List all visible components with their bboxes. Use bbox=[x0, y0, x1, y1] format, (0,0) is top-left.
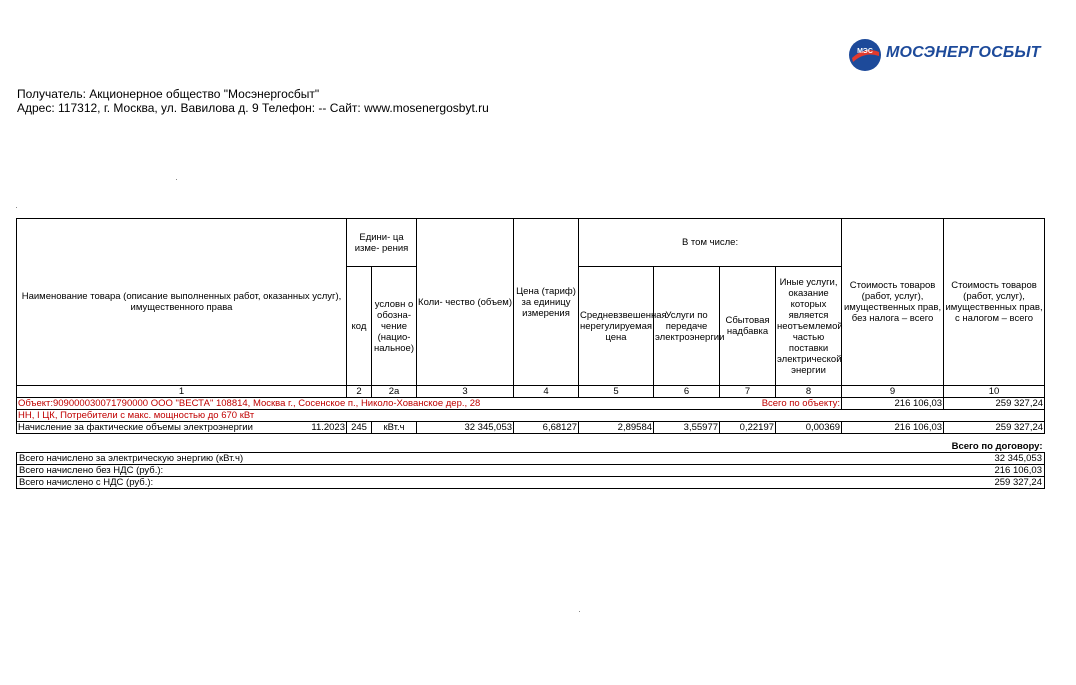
header-unit-group: Едини- ца изме- рения bbox=[347, 219, 417, 267]
header-cost-with-tax: Стоимость товаров (работ, услуг), имущественных прав, с налогом – всего bbox=[944, 219, 1045, 386]
header-transmission: Услуги по передаче электроэнергии bbox=[654, 267, 720, 386]
mosenergosbyt-logo bbox=[848, 36, 1044, 74]
charge-quantity: 32 345,053 bbox=[417, 422, 514, 434]
col-number: 7 bbox=[720, 386, 776, 398]
header-unit-code: код bbox=[347, 267, 372, 386]
charge-transmission: 3,55977 bbox=[654, 422, 720, 434]
header-markup: Сбытовая надбавка bbox=[720, 267, 776, 386]
object-total-label: Всего по объекту: bbox=[720, 398, 842, 410]
header-unit-symbol: условн о обозна- чение (нацио- нальное) bbox=[372, 267, 417, 386]
object-row bbox=[17, 398, 1045, 410]
charge-avg-price: 2,89584 bbox=[579, 422, 654, 434]
header-cost-no-tax: Стоимость товаров (работ, услуг), имущественных прав, без налога – всего bbox=[842, 219, 944, 386]
totals-table bbox=[16, 441, 1045, 489]
scan-speck bbox=[16, 207, 17, 208]
contract-total-label: Всего по договору: bbox=[951, 441, 1043, 452]
totals-row-value: 216 106,03 bbox=[845, 465, 1045, 477]
col-number: 3 bbox=[417, 386, 514, 398]
charge-other: 0,00369 bbox=[776, 422, 842, 434]
tariff-row bbox=[17, 410, 1045, 422]
scan-speck bbox=[579, 611, 580, 612]
header-quantity: Коли- чество (объем) bbox=[417, 219, 514, 386]
col-number: 4 bbox=[514, 386, 579, 398]
charge-unit-code: 245 bbox=[347, 422, 372, 434]
header-avg-price: Средневзвешенная нерегулируемая цена bbox=[579, 267, 654, 386]
totals-row-label: Всего начислено с НДС (руб.): bbox=[17, 477, 845, 489]
invoice-table bbox=[16, 218, 1045, 434]
charge-price: 6,68127 bbox=[514, 422, 579, 434]
address-line: Адрес: 117312, г. Москва, ул. Вавилова д. 9 Телефон: -- Сайт: www.mosenergosbyt.ru bbox=[17, 101, 489, 115]
charge-cost-no-tax: 216 106,03 bbox=[842, 422, 944, 434]
scan-speck bbox=[176, 179, 177, 180]
logo-name: МОСЭНЕРГОСБЫТ bbox=[886, 44, 1041, 61]
col-number: 9 bbox=[842, 386, 944, 398]
charge-row bbox=[17, 422, 1045, 434]
charge-markup: 0,22197 bbox=[720, 422, 776, 434]
totals-row bbox=[17, 477, 1045, 489]
column-numbers-row bbox=[17, 386, 1045, 398]
charge-cost-with-tax: 259 327,24 bbox=[944, 422, 1045, 434]
header-name: Наименование товара (описание выполненных работ, оказанных услуг), имущественного права bbox=[17, 219, 347, 386]
totals-row-label: Всего начислено без НДС (руб.): bbox=[17, 465, 845, 477]
object-cost-no-tax: 216 106,03 bbox=[842, 398, 944, 410]
totals-row-label: Всего начислено за электрическую энергию (кВт.ч) bbox=[17, 453, 845, 465]
col-number: 2 bbox=[347, 386, 372, 398]
charge-name-cell bbox=[17, 422, 347, 434]
totals-row-value: 32 345,053 bbox=[845, 453, 1045, 465]
col-number: 5 bbox=[579, 386, 654, 398]
object-cost-with-tax: 259 327,24 bbox=[944, 398, 1045, 410]
header-other: Иные услуги, оказание которых является неотъемлемой частью поставки электрической энергии bbox=[776, 267, 842, 386]
logo-emblem-icon bbox=[848, 38, 882, 72]
charge-name: Начисление за фактические объемы электроэнергии bbox=[18, 422, 253, 433]
totals-row bbox=[17, 453, 1045, 465]
col-number: 1 bbox=[17, 386, 347, 398]
header-including: В том числе: bbox=[579, 219, 842, 267]
tariff-description: НН, I ЦК, Потребители с макс. мощностью до 670 кВт bbox=[17, 410, 1045, 422]
totals-row-value: 259 327,24 bbox=[845, 477, 1045, 489]
col-number: 6 bbox=[654, 386, 720, 398]
header-price: Цена (тариф) за единицу измерения bbox=[514, 219, 579, 386]
totals-row bbox=[17, 465, 1045, 477]
logo-badge-text: МЭС bbox=[857, 48, 873, 55]
contract-total-header bbox=[17, 441, 1045, 453]
object-description: Объект:909000030071790000 ООО "ВЕСТА" 108814, Москва г., Сосенское п., Николо-Хованское дер., 28 bbox=[17, 398, 720, 410]
col-number: 8 bbox=[776, 386, 842, 398]
col-number: 2а bbox=[372, 386, 417, 398]
recipient-line: Получатель: Акционерное общество "Мосэнергосбыт" bbox=[17, 87, 320, 101]
charge-period: 11.2023 bbox=[311, 422, 345, 433]
col-number: 10 bbox=[944, 386, 1045, 398]
charge-unit: кВт.ч bbox=[372, 422, 417, 434]
